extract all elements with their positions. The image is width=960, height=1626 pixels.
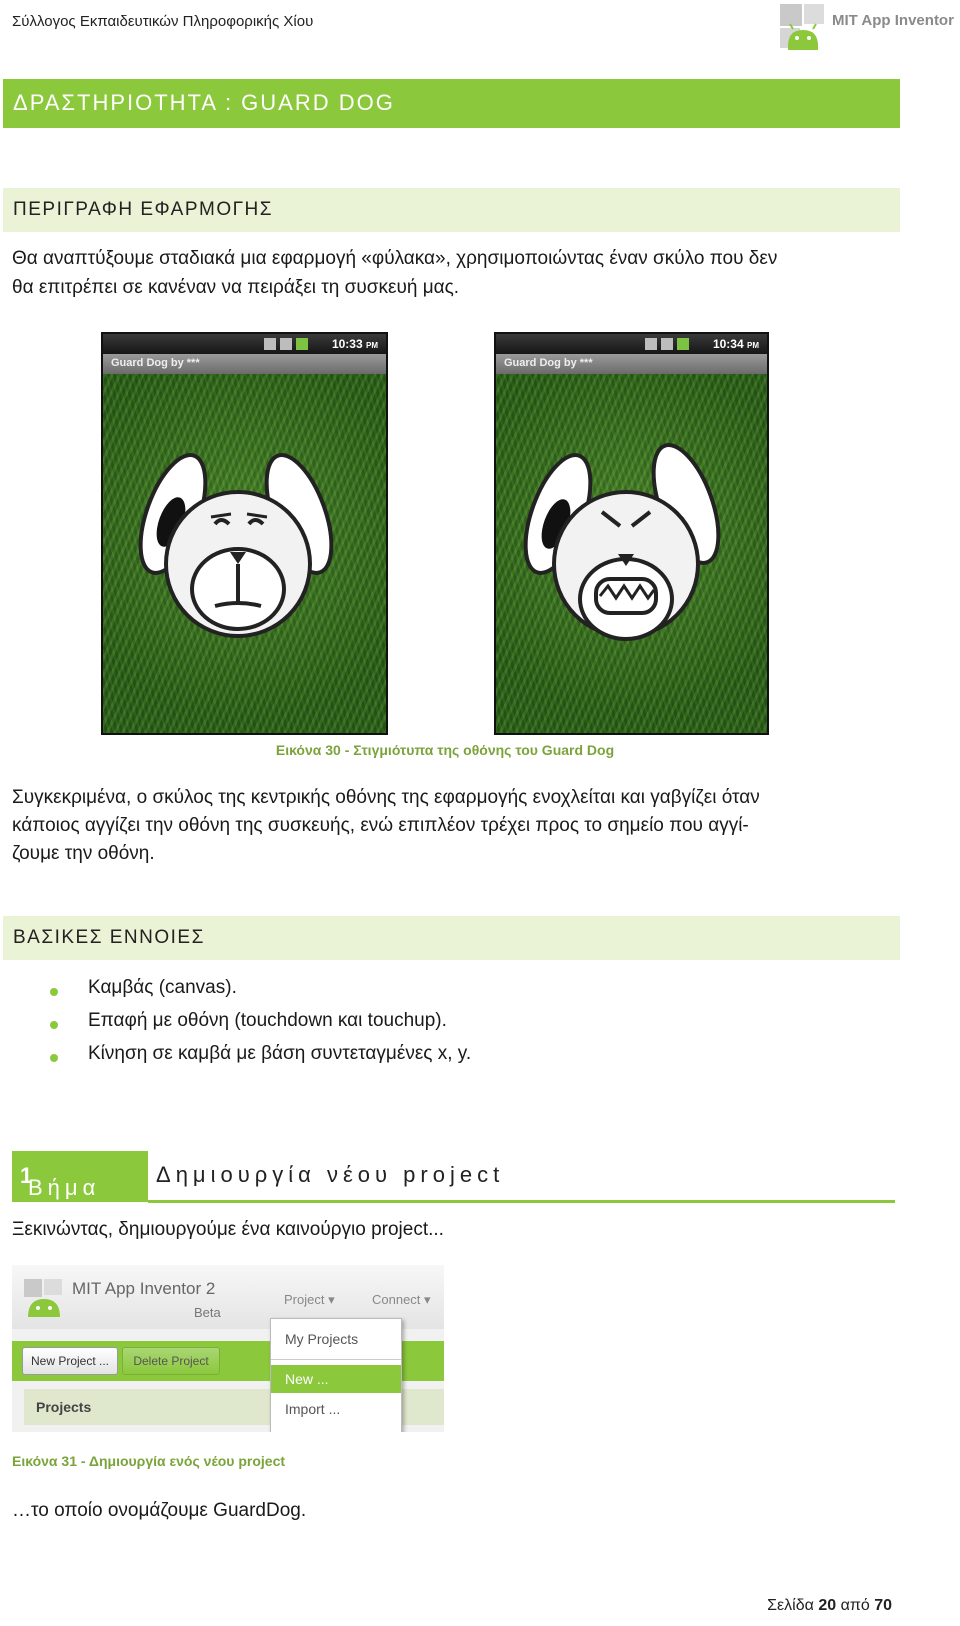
phone-app-titlebar [496, 354, 767, 374]
battery-icon [677, 338, 689, 350]
status-ampm: PM [747, 341, 759, 350]
bullet-icon [50, 1021, 58, 1029]
menu-divider [271, 1359, 401, 1360]
step-number-box [12, 1151, 148, 1202]
bullet-icon [50, 1054, 58, 1062]
phone-screenshot-calm [101, 332, 388, 735]
description-line: Θα αναπτύξουμε σταδιακά μια εφαρμογή «φύλακα», χρησιμοποιώντας έναν σκύλο που δεν [12, 248, 778, 269]
outro-text: …το οποίο ονομάζουμε GuardDog. [12, 1500, 307, 1521]
app-inventor-brand: MIT App Inventor 2 [72, 1279, 216, 1298]
phone-app-title: Guard Dog by *** [504, 357, 593, 369]
step-number: 1 [20, 1163, 38, 1188]
list-item [50, 977, 850, 1007]
menu-item-my-projects[interactable]: My Projects [285, 1331, 359, 1347]
concept-text: Καμβάς (canvas). [88, 977, 237, 998]
beta-label: Beta [194, 1305, 221, 1320]
android-robot-icon [22, 1277, 66, 1319]
description-heading-bar [3, 188, 900, 232]
activity-title-bar [3, 79, 900, 128]
details-line: Συγκεκριμένα, ο σκύλος της κεντρικής οθόνης της εφαρμογής ενοχλείται και γαβγίζει όταν [12, 787, 760, 808]
description-line: θα επιτρέπει σε κανέναν να πειράξει τη συσκευή μας. [12, 277, 460, 298]
project-menu[interactable]: Project ▾ [284, 1292, 335, 1307]
angry-dog-image [496, 374, 767, 733]
concepts-heading: ΒΑΣΙΚΕΣ ΕΝΝΟΙΕΣ [13, 927, 205, 948]
phone-app-titlebar [103, 354, 386, 374]
step-title: Δημιουργία νέου project [156, 1162, 505, 1187]
signal-icon [661, 338, 673, 350]
phone-app-title: Guard Dog by *** [111, 357, 200, 369]
delete-project-button[interactable]: Delete Project [122, 1347, 220, 1375]
concept-text: Κίνηση σε καμβά με βάση συντεταγμένες x, y. [88, 1043, 472, 1064]
details-line: κάποιος αγγίζει την οθόνη της συσκευής, ενώ επιπλέον τρέχει προς το σημείο που αγγί- [12, 815, 749, 836]
step-label: Βήμα [28, 1175, 101, 1200]
description-heading: ΠΕΡΙΓΡΑΦΗ ΕΦΑΡΜΟΓΗΣ [13, 199, 274, 220]
description-paragraph [12, 244, 892, 302]
app-inventor-screenshot [12, 1265, 444, 1432]
projects-label: Projects [36, 1399, 92, 1415]
status-time: 10:33 [331, 337, 363, 351]
list-item [50, 1010, 850, 1040]
phone-status-bar [496, 334, 767, 354]
of-label: από [840, 1597, 870, 1614]
connect-menu[interactable]: Connect ▾ [372, 1292, 431, 1307]
page-total: 70 [874, 1597, 892, 1614]
signal-icon [280, 338, 292, 350]
step-underline [148, 1200, 895, 1203]
page-footer [767, 1597, 892, 1615]
new-project-button[interactable]: New Project ... [22, 1347, 118, 1375]
page-label: Σελίδα [767, 1597, 814, 1614]
network-3g-icon [264, 338, 276, 350]
concepts-heading-bar [3, 916, 900, 960]
menu-item-new[interactable]: New ... [271, 1365, 401, 1393]
status-time: 10:34 [712, 337, 744, 351]
page-number: 20 [818, 1597, 837, 1614]
details-paragraph [12, 784, 892, 868]
organization-name: Σύλλογος Εκπαιδευτικών Πληροφορικής Χίου [12, 13, 314, 30]
phone-screenshot-angry [494, 332, 769, 735]
details-line: ζουμε την οθόνη. [12, 843, 155, 864]
menu-item-import[interactable]: Import ... [285, 1401, 341, 1417]
battery-icon [296, 338, 308, 350]
bullet-icon [50, 988, 58, 996]
status-ampm: PM [366, 341, 378, 350]
network-3g-icon [645, 338, 657, 350]
step-intro: Ξεκινώντας, δημιουργούμε ένα καινούργιο project... [12, 1219, 444, 1240]
calm-dog-image [103, 374, 386, 733]
app-inventor-logo [778, 2, 958, 56]
phone-status-bar [103, 334, 386, 354]
concept-text: Επαφή με οθόνη (touchdown και touchup). [88, 1010, 447, 1031]
list-item [50, 1043, 850, 1073]
android-robot-icon [778, 2, 828, 52]
figure30-caption: Εικόνα 30 - Στιγμιότυπα της οθόνης του Guard Dog [275, 742, 615, 758]
project-dropdown-menu [270, 1318, 402, 1432]
activity-title: ΔΡΑΣΤΗΡΙΟΤΗΤΑ : GUARD DOG [13, 90, 395, 115]
logo-text: MIT App Inventor [832, 12, 954, 29]
figure31-caption: Εικόνα 31 - Δημιουργία ενός νέου project [12, 1453, 286, 1469]
